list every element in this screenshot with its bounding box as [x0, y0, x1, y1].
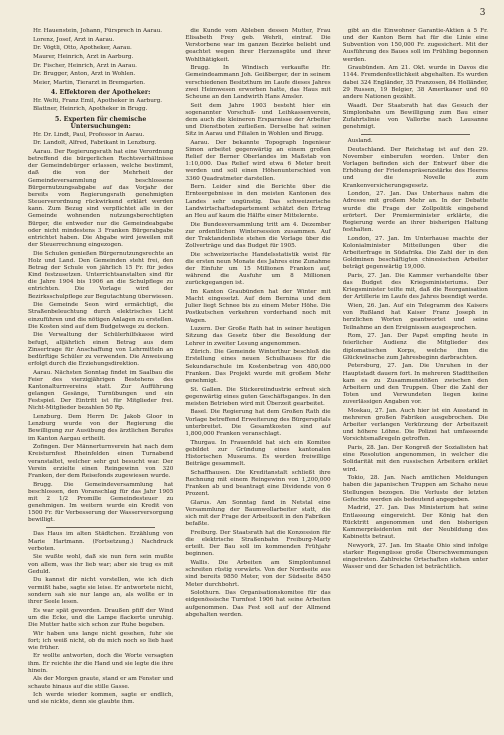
article-paragraph: Rom, 27. Jan. Der Papst empfing heute in feierlicher Audienz die Mitglieder des diplomatischen Korps, welche ihm die Glückwünsche zum Jahresbeginn darbrachten.: [342, 333, 488, 361]
article-paragraph: Die schweizerische Handelsstatistik weist für die ersten neun Monate des Jahres eine Zunahme der Einfuhr um 15 Millionen Franken auf, während die Ausfuhr um 8 Millionen zurückgegangen ist.: [185, 251, 331, 287]
article-paragraph: Aarau. Der Regierungsrath hat eine Verordnung betreffend die bürgerlichen Rechtsverhältnisse der Gemeindebürger erlassen, welche bestimmt, daß die von der Mehrheit der Gemeindeversammlung beschlossene Bürgernutzungsabgabe auf das Vorjahr der bereits vom Regierungsrath genehmigten Steuerverordnung rückwirkend erklärt werden kann. Zum Bezug sind verpflichtet alle in der Gemeinde wohnenden nutzungsberechtigten Bürger, die entweder nur die Gemeindeabgabe oder nicht mindestens 3 Franken Bürgerabgabe entrichtet haben. Die Abgabe wird jeweilen mit der Steuerrechnung eingezogen.: [28, 149, 174, 249]
article-paragraph: Wallis. Die Arbeiten am Simplontunnel schreiten rüstig vorwärts. Von der Nordseite aus sind bereits 9850 Meter, von der Südseite 8450 Meter durchbohrt.: [185, 560, 331, 588]
section-heading: 4. Effektoren der Apotheker:: [50, 89, 151, 97]
page-number: 3: [479, 8, 486, 18]
article-paragraph: Brugg. Die Gemeindeversammlung hat beschlossen, den Voranschlag für das Jahr 1905 mit 2 1/2 Promille Gemeindesteuer zu genehmigen. Im weitern wurde ein Kredit von 1500 Fr. für Verbesserung der Wasserversorgung bewilligt.: [28, 481, 174, 524]
article-paragraph: Freiburg. Der Staatsrath hat die Konzession für die elektrische Straßenbahn Freiburg-Marly erteilt. Der Bau soll im kommenden Frühjahr beginnen.: [185, 529, 331, 558]
article-paragraph: Die Gemeinde Seon wird ermächtigt, die Straßenbeleuchtung durch elektrisches Licht einzuführen und die nötigen Anlagen zu erstellen. Die Kosten sind auf dem Budgetwege zu decken.: [28, 302, 174, 330]
column-grid: [28, 28, 488, 723]
article-paragraph: Er wollte antworten, doch die Worte versagten ihm. Er reichte ihr die Hand und sie legte die ihre hinein.: [28, 653, 174, 674]
column-left: [28, 28, 173, 723]
article-paragraph: gibt an die Einwohner Garantie-Aktien à 5 Fr. und der Kanton Bern hat für die Linie eine Subvention von 150,000 Fr. zugesichert. Mit der Ausführung des Baues soll im Frühling begonnen werden.: [342, 28, 488, 63]
article-paragraph: Dr. Brugger, Anton, Arzt in Wohlen.: [33, 71, 136, 78]
article-paragraph: Die Schulen genießen Bürgernutzungsrechte an Holz und Land. Den Gemeinden steht frei, den Betrag der Schule von jährlich 15 Fr. für jedes Kind festzusetzen. Unterrichtsanstalten sind für die Jahre 1904 bis 1906 an die Schulpflege zu entrichten. Die Vorlage wird der Bezirksschulpflege zur Begutachtung überwiesen.: [28, 250, 174, 300]
article-paragraph: Ausland.: [347, 138, 373, 145]
article-paragraph: London, 27. Jan. Das Unterhaus nahm die Adresse mit großem Mehr an. In der Debatte wurde die Frage der Zollpolitik eingehend erörtert. Der Premierminister erklärte, die Regierung werde an ihrer bisherigen Haltung festhalten.: [342, 191, 488, 234]
article-paragraph: Moskau, 27. Jan. Auch hier ist ein Ausstand in mehreren großen Fabriken ausgebrochen. Die Arbeiter verlangen Verkürzung der Arbeitszeit und höhere Löhne. Die Polizei hat umfassende Vorsichtsmaßregeln getroffen.: [342, 407, 488, 443]
article-paragraph: die Kunde vom Ableben dessen Mutter, Frau Elisabeth Frey geb. Wehrli, eintraf. Die Verstorbene war im ganzen Bezirke beliebt und geachtet wegen ihrer Herzensgüte und ihrer Wohlthätigkeit.: [185, 28, 331, 63]
article-paragraph: Hr. Hauenstein, Johann, Fürsprech in Aarau.: [33, 28, 163, 34]
article-paragraph: Maurer, Heinrich, Arzt in Aarburg.: [33, 53, 134, 60]
article-paragraph: Hr. Dr. Lindt, Paul, Professor in Aarau.: [33, 131, 145, 138]
section-divider: [361, 134, 470, 135]
article-paragraph: Newyork, 27. Jan. Im Staate Ohio sind infolge starker Regengüsse große Überschwemmungen eingetreten. Zahlreiche Ortschaften stehen unter Wasser und der Schaden ist beträchtlich.: [342, 542, 488, 571]
article-paragraph: Lenzburg. Dem Herrn Dr. Jakob Gloor in Lenzburg wurde von der Regierung die Bewilligung zur Ausübung des ärztlichen Berufes im Kanton Aargau ertheilt.: [28, 414, 174, 442]
article-paragraph: Paris, 28. Jan. Der Kongreß der Sozialisten hat eine Resolution angenommen, in welcher die Solidarität mit den russischen Arbeitern erklärt wird.: [342, 445, 488, 473]
article-paragraph: Dr. Fischer, Heinrich, Arzt in Aarau.: [33, 62, 137, 69]
article-paragraph: Glarus. Am Sonntag fand in Netstal eine Versammlung der Baumwollarbeiter statt, die sich mit der Frage der Arbeitszeit in den Fabriken befaßte.: [185, 499, 331, 528]
article-paragraph: Dr. Landolt, Alfred, Fabrikant in Lenzburg.: [33, 140, 157, 147]
article-paragraph: Dr. Vögtli, Otto, Apotheker, Aarau.: [33, 45, 132, 52]
article-paragraph: Aarau. Der bekannte Topograph Ingenieur Simon arbeitet gegenwärtig an einem großen Relief der Berner Oberlandes im Maßstab von 1:10,000. Das Relief wird etwa 6 Meter breit werden und soll einen Höhenunterschied von 3360 Quadratmeter darstellen.: [185, 139, 331, 182]
article-paragraph: Das Haus im alten Städtchen. Erzählung von Marie Hartmann. (Fortsetzung.) Nachdruck verboten.: [28, 531, 174, 552]
article-paragraph: Es war spät geworden. Draußen pfiff der Wind um die Ecke, und die Lampe flackerte unruhig. Die Mutter hatte sich schon zur Ruhe begeben.: [28, 607, 174, 628]
article-paragraph: Thurgau. In Frauenfeld hat sich ein Komitee gebildet zur Gründung eines kantonalen Historischen Museums. Es werden freiwillige Beiträge gesammelt.: [185, 439, 331, 468]
column-middle: [185, 28, 330, 723]
article-paragraph: Deutschland. Der Reichstag ist auf den 29. November einberufen worden. Unter den Vorlagen befinden sich der Entwurf über die Erhöhung der Friedenspräsenzstärke des Heeres und die Novelle zum Krankenversicherungsgesetz.: [342, 146, 488, 189]
article-paragraph: Tokio, 28. Jan. Nach amtlichen Meldungen haben die japanischen Truppen am Schaho neue Stellungen bezogen. Die Verluste der letzten Gefechte werden als bedeutend angegeben.: [342, 475, 488, 503]
article-paragraph: St. Gallen. Die Stickereiindustrie erfreut sich gegenwärtig eines guten Geschäftsganges. In den meisten Betrieben wird mit Überzeit gearbeitet.: [185, 386, 331, 407]
article-paragraph: Die Verwaltung der Schülerhilfskasse wird befugt, alljährlich einen Betrag aus dem Zinsertrage für Anschaffung von Lehrmitteln an bedürftige Schüler zu verwenden. Die Anweisung erfolgt durch die Erziehungsdirektion.: [28, 332, 174, 368]
article-paragraph: Zürich. Die Gemeinde Winterthur beschloß die Erstellung eines neuen Schulhauses für die Sekundarschule im Kostenbetrag von 480,000 Franken. Das Projekt wurde mit großem Mehr genehmigt.: [185, 349, 331, 384]
article-paragraph: Ich werde wieder kommen, sagte er endlich, und sie nickte, denn sie glaubte ihm.: [28, 692, 174, 706]
article-paragraph: Als der Morgen graute, stand er am Fenster und schaute hinaus auf die stille Gasse.: [28, 676, 174, 690]
article-paragraph: Luzern. Der Große Rath hat in seiner heutigen Sitzung das Gesetz über die Besoldung der Lehrer in zweiter Lesung angenommen.: [185, 326, 331, 347]
article-paragraph: London, 27. Jan. Im Unterhause machte der Kolonialminister Mitteilungen über die Arbeiterfrage in Südafrika. Die Zahl der in den Goldminen beschäftigten chinesischen Arbeiter beträgt gegenwärtig 19,000.: [342, 235, 488, 271]
article-paragraph: Madrid, 27. Jan. Das Ministerium hat seine Entlassung eingereicht. Der König hat den Rücktritt angenommen und den bisherigen Kammerpräsidenten mit der Neubildung des Kabinetts betraut.: [342, 505, 488, 540]
article-paragraph: Die Bundesversammlung tritt am 4. Dezember zur ordentlichen Wintersession zusammen. Auf der Traktandenliste stehen die Vorlage über die Zollverträge und das Budget für 1905.: [185, 221, 331, 250]
article-paragraph: Waadt. Der Staatsrath hat das Gesuch der Simplonbahn um Bewilligung zum Bau einer Zufahrtslinie von Vallorbe nach Lausanne genehmigt.: [342, 102, 488, 131]
article-paragraph: Bern. Leider sind die Berichte über die Ernteergebnisse in den meisten Kantonen des Landes sehr ungünstig. Das schweizerische Landwirtschaftsdepartement schätzt den Ertrag an Heu auf kaum die Hälfte einer Mittelernte.: [185, 184, 331, 219]
article-paragraph: Wir haben uns lange nicht gesehen, fuhr sie fort; ich weiß nicht, ob du mich noch so lieb hast wie früher.: [28, 630, 174, 651]
section-divider: [46, 527, 155, 528]
article-paragraph: Im Kanton Graubünden hat der Winter mit Macht eingesetzt. Auf dem Bernina und dem Julier liegt Schnee bis zu einem Meter Höhe. Die Postkutschen verkehren vorderhand noch mit Wagen.: [185, 288, 331, 324]
article-paragraph: Du kannst dir nicht vorstellen, wie ich dich vermißt habe, sagte sie leise. Er antwortete nicht, sondern sah sie nur lange an, als wollte er in ihrer Seele lesen.: [28, 577, 174, 605]
article-paragraph: Lorenz, Josef, Arzt in Aarau.: [33, 36, 115, 43]
article-paragraph: Graubünden. Am 21. Okt. wurde in Davos die 1144. Fremdenfestlichkeit abgehalten. Es wurden dabei 324 Engländer, 35 Franzosen, 84 Holländer, 29 Russen, 19 Belgier, 38 Amerikaner und 60 andere Nationen gezählt.: [342, 65, 488, 100]
article-paragraph: Paris, 27. Jan. Die Kammer verhandelte über das Budget des Kriegsministeriums. Der Kriegsminister teilte mit, daß die Reorganisation der Artillerie im Laufe des Jahres beendigt werde.: [342, 273, 488, 301]
article-paragraph: Aarau. Nächsten Sonntag findet im Saalbau die Feier des vierzigjährigen Bestehens des Kantonalturnvereins statt. Zur Aufführung gelangen Gesänge, Turnübungen und ein Festspiel. Der Eintritt ist für Mitglieder frei. Nicht-Mitglieder bezahlen 50 Rp.: [28, 369, 174, 412]
article-paragraph: Brugg. In Windisch verkaufte Hr. Gemeindeammann Joh. Geißberger, der in seinem verschiedenen Besitzthum im Laufe dieses Jahres zwei Heimwesen erworben hatte, das Haus mit Scheune an den Landwirth Hans Amsler.: [185, 65, 331, 100]
article-paragraph: Hr. Welti, Franz Emil, Apotheker in Aarburg.: [33, 97, 163, 104]
article-paragraph: Sie wußte wohl, daß sie nun fern sein mußte von allem, was ihr lieb war; aber sie trug es mit Geduld.: [28, 554, 174, 575]
article-paragraph: Zofingen. Der Männerturnverein hat nach dem Kreisturnfest Rheinfelden einen Turnabend veranstaltet, welcher sehr gut besucht war. Der Verein erzielte einen Reingewinn von 320 Franken, der dem Reisefonds zugewiesen wurde.: [28, 444, 174, 479]
article-paragraph: Basel. Die Regierung hat dem Großen Rath die Vorlage betreffend Erweiterung des Bürgerspitals unterbreitet. Die Gesamtkosten sind auf 1,800,000 Franken veranschlagt.: [185, 409, 331, 437]
article-paragraph: Seit dem Jahre 1903 besteht hier ein sogenannter Vorschuß- und Leihkassenverein, dem auch die kleineren Ersparnisse der Arbeiter und Dienstboten zufließen. Derselbe hat seinen Sitz in Aarau und Filialen in Wohlen und Brugg.: [185, 102, 331, 138]
column-right: [343, 28, 488, 723]
article-paragraph: Solothurn. Das Organisationskomitee für das eidgenössische Turnfest 1906 hat seine Arbeiten aufgenommen. Das Fest soll auf der Allmend abgehalten werden.: [185, 590, 331, 618]
article-paragraph: Petersburg, 27. Jan. Die Unruhen in der Hauptstadt dauern fort. In mehreren Stadttheilen kam es zu Zusammenstößen zwischen den Arbeitern und den Truppen. Über die Zahl der Toten und Verwundeten liegen keine zuverlässigen Angaben vor.: [342, 363, 488, 406]
article-paragraph: Wien, 26. Jan. Auf ein Telegramm des Kaisers von Rußland hat Kaiser Franz Joseph in herzlichen Worten geantwortet und seine Teilnahme an den Ereignissen ausgesprochen.: [342, 303, 488, 331]
article-paragraph: Blattner, Heinrich, Apotheker in Brugg.: [33, 106, 148, 113]
article-paragraph: Schaffhausen. Die Kreditanstalt schließt ihre Rechnung mit einem Reingewinn von 1,200,000 Franken ab und beantragt eine Dividende von 6 Prozent.: [185, 469, 331, 498]
section-heading: 5. Experten für chemische Untersuchungen:: [54, 115, 147, 131]
article-paragraph: Meier, Martin, Tierarzt in Bremgarten.: [33, 79, 146, 86]
